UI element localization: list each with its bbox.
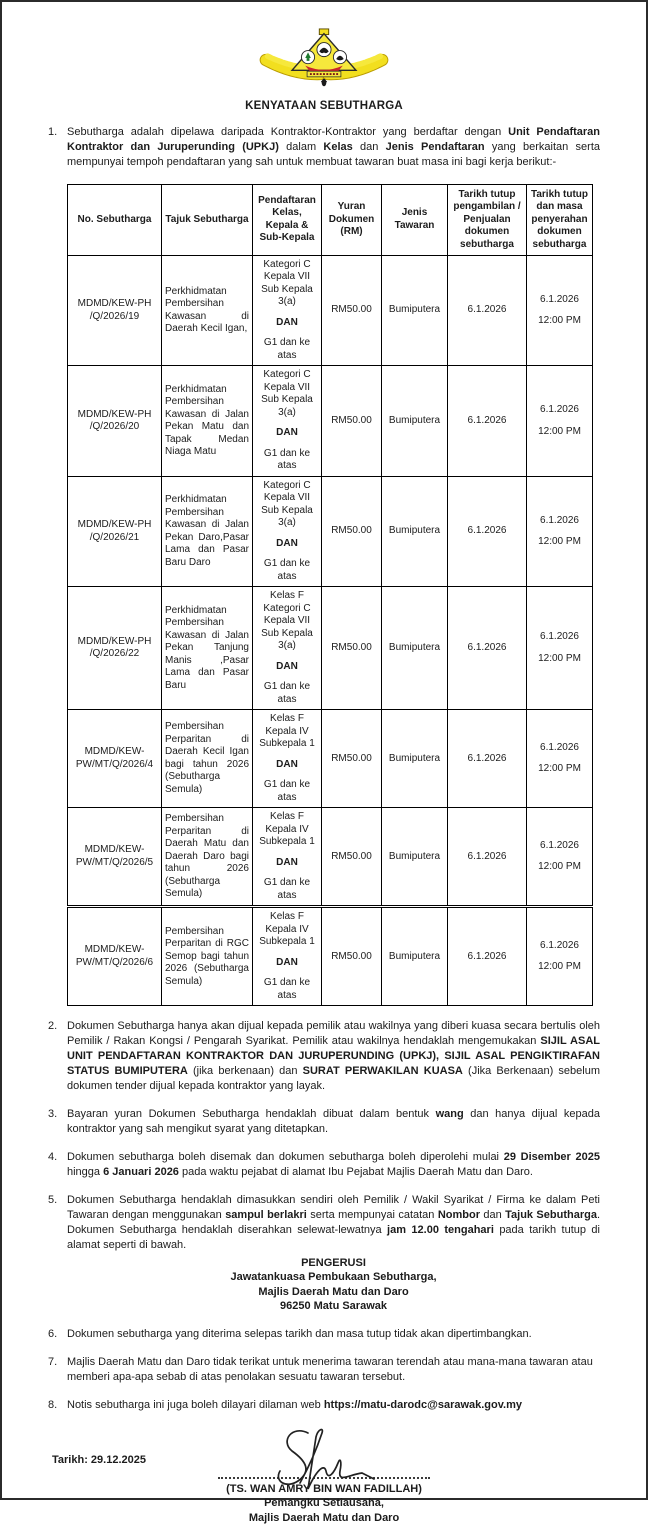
reg-grade: G1 dan ke atas bbox=[263, 447, 311, 472]
submission-time: 12:00 PM bbox=[538, 861, 581, 873]
cell-tender-title: Perkhidmatan Pembersihan Kawasan di Jalan Pekan Tanjung Manis ,Pasar Lama dan Pasar Baru bbox=[162, 587, 253, 710]
reg-grade: G1 dan ke atas bbox=[263, 779, 311, 803]
cell-tender-title: Pembersihan Perparitan di Daerah Kecil Igan bagi tahun 2026 (Sebutharga Semula) bbox=[162, 710, 253, 808]
emphasized-text: Jenis Pendaftaran bbox=[385, 140, 485, 153]
tender-table bbox=[67, 184, 593, 1007]
cell-registration bbox=[253, 255, 322, 366]
text: dan hanya dijual kepada kontraktor yang sah mengikut syarat yang ditetapkan. bbox=[67, 1108, 600, 1136]
reg-grade: G1 dan ke atas bbox=[263, 558, 311, 582]
cell-tender-number: MDMD/KEW-PH /Q/2026/20 bbox=[68, 366, 162, 477]
emphasized-text: Tajuk Sebutharga bbox=[505, 1208, 597, 1221]
reg-and: DAN bbox=[276, 660, 298, 672]
tender-table-body bbox=[68, 255, 593, 1006]
cell-tender-number: MDMD/KEW-PH /Q/2026/21 bbox=[68, 476, 162, 587]
note-6 bbox=[48, 1327, 600, 1342]
council-crest-icon bbox=[258, 28, 390, 90]
cell-sale-close-date: 6.1.2026 bbox=[448, 808, 527, 907]
submission-date: 6.1.2026 bbox=[540, 741, 579, 753]
cell-document-fee: RM50.00 bbox=[322, 255, 382, 366]
reg-and: DAN bbox=[276, 537, 298, 549]
cell-submission-deadline bbox=[527, 255, 593, 366]
cell-offer-type: Bumiputera bbox=[382, 808, 448, 907]
address-block bbox=[67, 1256, 600, 1314]
address-line: PENGERUSI bbox=[301, 1256, 366, 1269]
document-date: Tarikh: 29.12.2025 bbox=[52, 1454, 146, 1466]
reg-grade: G1 dan ke atas bbox=[263, 337, 311, 361]
cell-registration bbox=[253, 587, 322, 710]
reg-class: Kelas F Kategori C Kepala VII Sub Kepala 3(a) bbox=[261, 590, 313, 652]
cell-submission-deadline bbox=[527, 710, 593, 808]
reg-and: DAN bbox=[276, 316, 298, 328]
reg-class: Kategori C Kepala VII Sub Kepala 3(a) bbox=[261, 479, 313, 529]
cell-tender-title: Pembersihan Perparitan di RGC Semop bagi tahun 2026 (Sebutharga Semula) bbox=[162, 907, 253, 1006]
cell-tender-number: MDMD/KEW-PW/MT/Q/2026/6 bbox=[68, 907, 162, 1006]
text: Dokumen Sebutharga hendaklah dimasukkan sendiri oleh Pemilik / Wakil Syarikat / Firma ke dalam Peti Tawaran dengan menggunakan bbox=[67, 1193, 600, 1221]
cell-submission-deadline bbox=[527, 587, 593, 710]
table-header-cell: Pendaftaran Kelas, Kepala & Sub-Kepala bbox=[253, 184, 322, 255]
note-number: 6. bbox=[48, 1327, 58, 1340]
text: pada tarikh tutup di alamat seperti di bawah. bbox=[67, 1223, 600, 1251]
cell-offer-type: Bumiputera bbox=[382, 255, 448, 366]
cell-offer-type: Bumiputera bbox=[382, 366, 448, 477]
table-header-cell: Yuran Dokumen (RM) bbox=[322, 184, 382, 255]
note-number: 5. bbox=[48, 1193, 58, 1206]
text: (Jika Berkenaan) sebelum dokumen tender dijual kepada kontraktor yang layak. bbox=[67, 1065, 600, 1093]
cell-tender-number: MDMD/KEW-PH /Q/2026/22 bbox=[68, 587, 162, 710]
cell-document-fee: RM50.00 bbox=[322, 476, 382, 587]
submission-time: 12:00 PM bbox=[538, 425, 581, 437]
emphasized-text: SIJIL ASAL UNIT PENDAFTARAN KONTRAKTOR DAN JURUPERUNDING (UPKJ), SIJIL ASAL PENGIKTIRAFAN STATUS BUMIPUTERA bbox=[67, 1035, 600, 1078]
reg-class: Kelas F Kepala IV Subkepala 1 bbox=[259, 911, 315, 948]
signature-icon bbox=[264, 1423, 384, 1501]
submission-date: 6.1.2026 bbox=[540, 839, 579, 851]
text: Dokumen sebutharga boleh disemak dan dokumen sebutharga boleh diperolehi mulai bbox=[67, 1151, 504, 1164]
emphasized-text: 6 Januari 2026 bbox=[103, 1165, 179, 1178]
cell-tender-title: Perkhidmatan Pembersihan Kawasan di Jalan Pekan Daro,Pasar Lama dan Pasar Baru Daro bbox=[162, 476, 253, 587]
signatory-organization: Majlis Daerah Matu dan Daro bbox=[248, 1512, 400, 1525]
table-row bbox=[68, 476, 593, 587]
note-5 bbox=[48, 1193, 600, 1314]
table-row bbox=[68, 710, 593, 808]
table-header-cell: No. Sebutharga bbox=[68, 184, 162, 255]
cell-offer-type: Bumiputera bbox=[382, 476, 448, 587]
signature-block bbox=[48, 1423, 600, 1526]
cell-tender-title: Pembersihan Perparitan di Daerah Matu dan Daerah Daro bagi tahun 2026 (Sebutharga Semula) bbox=[162, 808, 253, 907]
text: Dokumen sebutharga yang diterima selepas tarikh dan masa tutup tidak akan dipertimbangkan. bbox=[67, 1327, 532, 1340]
cell-tender-title: Perkhidmatan Pembersihan Kawasan di Jalan Pekan Matu dan Tapak Medan Niaga Matu bbox=[162, 366, 253, 477]
submission-date: 6.1.2026 bbox=[540, 514, 579, 526]
cell-tender-number: MDMD/KEW-PH /Q/2026/19 bbox=[68, 255, 162, 366]
text: dan bbox=[352, 140, 386, 153]
table-header-cell: Jenis Tawaran bbox=[382, 184, 448, 255]
reg-grade: G1 dan ke atas bbox=[263, 977, 311, 1001]
text: Bayaran yuran Dokumen Sebutharga hendaklah dibuat dalam bentuk bbox=[67, 1108, 436, 1121]
cell-offer-type: Bumiputera bbox=[382, 587, 448, 710]
reg-and: DAN bbox=[276, 956, 298, 968]
table-header-cell: Tajuk Sebutharga bbox=[162, 184, 253, 255]
note-text bbox=[67, 1150, 600, 1180]
cell-document-fee: RM50.00 bbox=[322, 587, 382, 710]
emphasized-text: jam 12.00 tengahari bbox=[387, 1223, 494, 1236]
cell-tender-title: Perkhidmatan Pembersihan Kawasan di Daerah Kecil Igan, bbox=[162, 255, 253, 366]
note-text bbox=[67, 1193, 600, 1314]
address-line: Jawatankuasa Pembukaan Sebutharga, bbox=[230, 1271, 437, 1284]
cell-registration bbox=[253, 710, 322, 808]
text: Notis sebutharga ini juga boleh dilayari dilaman web bbox=[67, 1398, 324, 1411]
emphasized-text: 29 Disember 2025 bbox=[503, 1151, 601, 1164]
cell-offer-type: Bumiputera bbox=[382, 710, 448, 808]
reg-and: DAN bbox=[276, 856, 298, 868]
cell-document-fee: RM50.00 bbox=[322, 366, 382, 477]
text: (jika berkenaan) dan bbox=[187, 1065, 303, 1078]
cell-submission-deadline bbox=[527, 366, 593, 477]
note-text-segments bbox=[67, 1194, 600, 1251]
cell-sale-close-date: 6.1.2026 bbox=[448, 476, 527, 587]
table-header-cell: Tarikh tutup pengambilan / Penjualan dokumen sebutharga bbox=[448, 184, 527, 255]
content bbox=[2, 125, 646, 1526]
cell-document-fee: RM50.00 bbox=[322, 710, 382, 808]
note-number: 3. bbox=[48, 1108, 58, 1121]
text: yang berkaitan serta mempunyai tempoh pendaftaran yang sah untuk membuat tawaran buat masa ini bagi kerja berikut:- bbox=[67, 140, 601, 168]
cell-submission-deadline bbox=[527, 476, 593, 587]
table-row bbox=[68, 255, 593, 366]
emphasized-text: sampul berlakri bbox=[225, 1208, 307, 1221]
cell-offer-type: Bumiputera bbox=[382, 907, 448, 1006]
emphasized-text: https://matu-darodc@sarawak.gov.my bbox=[323, 1398, 523, 1411]
note-8 bbox=[48, 1398, 600, 1413]
table-row bbox=[68, 587, 593, 710]
note-text bbox=[67, 125, 600, 170]
reg-class: Kategori C Kepala VII Sub Kepala 3(a) bbox=[261, 258, 313, 308]
cell-sale-close-date: 6.1.2026 bbox=[448, 907, 527, 1006]
cell-sale-close-date: 6.1.2026 bbox=[448, 710, 527, 808]
note-7 bbox=[48, 1355, 600, 1385]
cell-document-fee: RM50.00 bbox=[322, 808, 382, 907]
submission-time: 12:00 PM bbox=[538, 315, 581, 327]
note-text bbox=[67, 1019, 600, 1094]
table-row bbox=[68, 366, 593, 477]
reg-class: Kelas F Kepala IV Subkepala 1 bbox=[259, 713, 315, 750]
text: Sebutharga adalah dipelawa daripada Kontraktor-Kontraktor yang berdaftar dengan bbox=[67, 126, 509, 138]
submission-date: 6.1.2026 bbox=[540, 293, 579, 305]
cell-tender-number: MDMD/KEW-PW/MT/Q/2026/5 bbox=[68, 808, 162, 907]
cell-sale-close-date: 6.1.2026 bbox=[448, 255, 527, 366]
table-header-cell: Tarikh tutup dan masa penyerahan dokumen sebutharga bbox=[527, 184, 593, 255]
note-number: 4. bbox=[48, 1151, 58, 1164]
text: Majlis Daerah Matu dan Daro tidak terikat untuk menerima tawaran terendah atau mana-mana tawaran atau memberi apa-apa sebab di atas penolakan sesuatu tawaran tersebut. bbox=[67, 1355, 593, 1383]
reg-and: DAN bbox=[276, 427, 298, 439]
signatory-name: (TS. WAN AMRY BIN WAN FADILLAH) bbox=[226, 1482, 422, 1495]
note-number: 8. bbox=[48, 1398, 58, 1411]
cell-tender-number: MDMD/KEW-PW/MT/Q/2026/4 bbox=[68, 710, 162, 808]
note-4 bbox=[48, 1150, 600, 1180]
submission-date: 6.1.2026 bbox=[540, 631, 579, 643]
cell-sale-close-date: 6.1.2026 bbox=[448, 366, 527, 477]
signatory-role: Pemangku Setiausaha, bbox=[264, 1497, 384, 1510]
cell-registration bbox=[253, 476, 322, 587]
note-number: 2. bbox=[48, 1020, 58, 1033]
note-number: 7. bbox=[48, 1355, 58, 1368]
text: dan bbox=[479, 1208, 506, 1221]
note-text bbox=[67, 1398, 600, 1413]
cell-submission-deadline bbox=[527, 907, 593, 1006]
reg-grade: G1 dan ke atas bbox=[263, 681, 311, 705]
emphasized-text: wang bbox=[435, 1108, 464, 1121]
reg-class: Kategori C Kepala VII Sub Kepala 3(a) bbox=[261, 369, 313, 418]
note-3 bbox=[48, 1107, 600, 1137]
submission-date: 6.1.2026 bbox=[540, 939, 579, 951]
cell-registration bbox=[253, 907, 322, 1006]
submission-time: 12:00 PM bbox=[538, 536, 581, 548]
submission-date: 6.1.2026 bbox=[540, 404, 579, 416]
page-title: KENYATAAN SEBUTHARGA bbox=[245, 100, 403, 112]
note-2 bbox=[48, 1019, 600, 1094]
note-text bbox=[67, 1327, 600, 1342]
note-text bbox=[67, 1355, 600, 1385]
submission-time: 12:00 PM bbox=[538, 652, 581, 664]
note-1 bbox=[48, 125, 600, 170]
reg-class: Kelas F Kepala IV Subkepala 1 bbox=[259, 811, 315, 848]
cell-registration bbox=[253, 366, 322, 477]
reg-and: DAN bbox=[276, 758, 298, 770]
address-line: Majlis Daerah Matu dan Daro bbox=[258, 1285, 409, 1298]
text: hingga bbox=[67, 1165, 104, 1178]
cell-registration bbox=[253, 808, 322, 907]
text: Dokumen Sebutharga hanya akan dijual kepada pemilik atau wakilnya yang diberi kuasa secara bertulis oleh Pemilik / Rakan Kongsi / Pengarah Syarikat. Pemilik atau wakilnya hendaklah mengemukakan bbox=[67, 1020, 600, 1048]
text: pada waktu pejabat di alamat Ibu Pejabat Majlis Daerah Matu dan Daro. bbox=[178, 1165, 533, 1178]
emphasized-text: Kelas bbox=[323, 140, 353, 153]
text: . Dokumen Sebutharga hendaklah diserahkan selewat-lewatnya bbox=[67, 1208, 601, 1236]
cell-submission-deadline bbox=[527, 808, 593, 907]
emphasized-text: Unit Pendaftaran Kontraktor dan Juruperunding (UPKJ) bbox=[67, 126, 601, 153]
emphasized-text: SURAT PERWAKILAN KUASA bbox=[302, 1065, 463, 1078]
table-row bbox=[68, 907, 593, 1006]
table-row bbox=[68, 808, 593, 907]
emphasized-text: Nombor bbox=[437, 1208, 480, 1221]
note-number: 1. bbox=[48, 126, 58, 138]
cell-sale-close-date: 6.1.2026 bbox=[448, 587, 527, 710]
submission-time: 12:00 PM bbox=[538, 961, 581, 973]
submission-time: 12:00 PM bbox=[538, 763, 581, 775]
text: serta mempunyai catatan bbox=[306, 1208, 438, 1221]
table-header-row bbox=[68, 184, 593, 255]
cell-document-fee: RM50.00 bbox=[322, 907, 382, 1006]
text: dalam bbox=[278, 140, 324, 153]
note-text bbox=[67, 1107, 600, 1137]
reg-grade: G1 dan ke atas bbox=[263, 877, 311, 901]
logo-container bbox=[2, 2, 646, 90]
address-line: 96250 Matu Sarawak bbox=[279, 1300, 387, 1313]
